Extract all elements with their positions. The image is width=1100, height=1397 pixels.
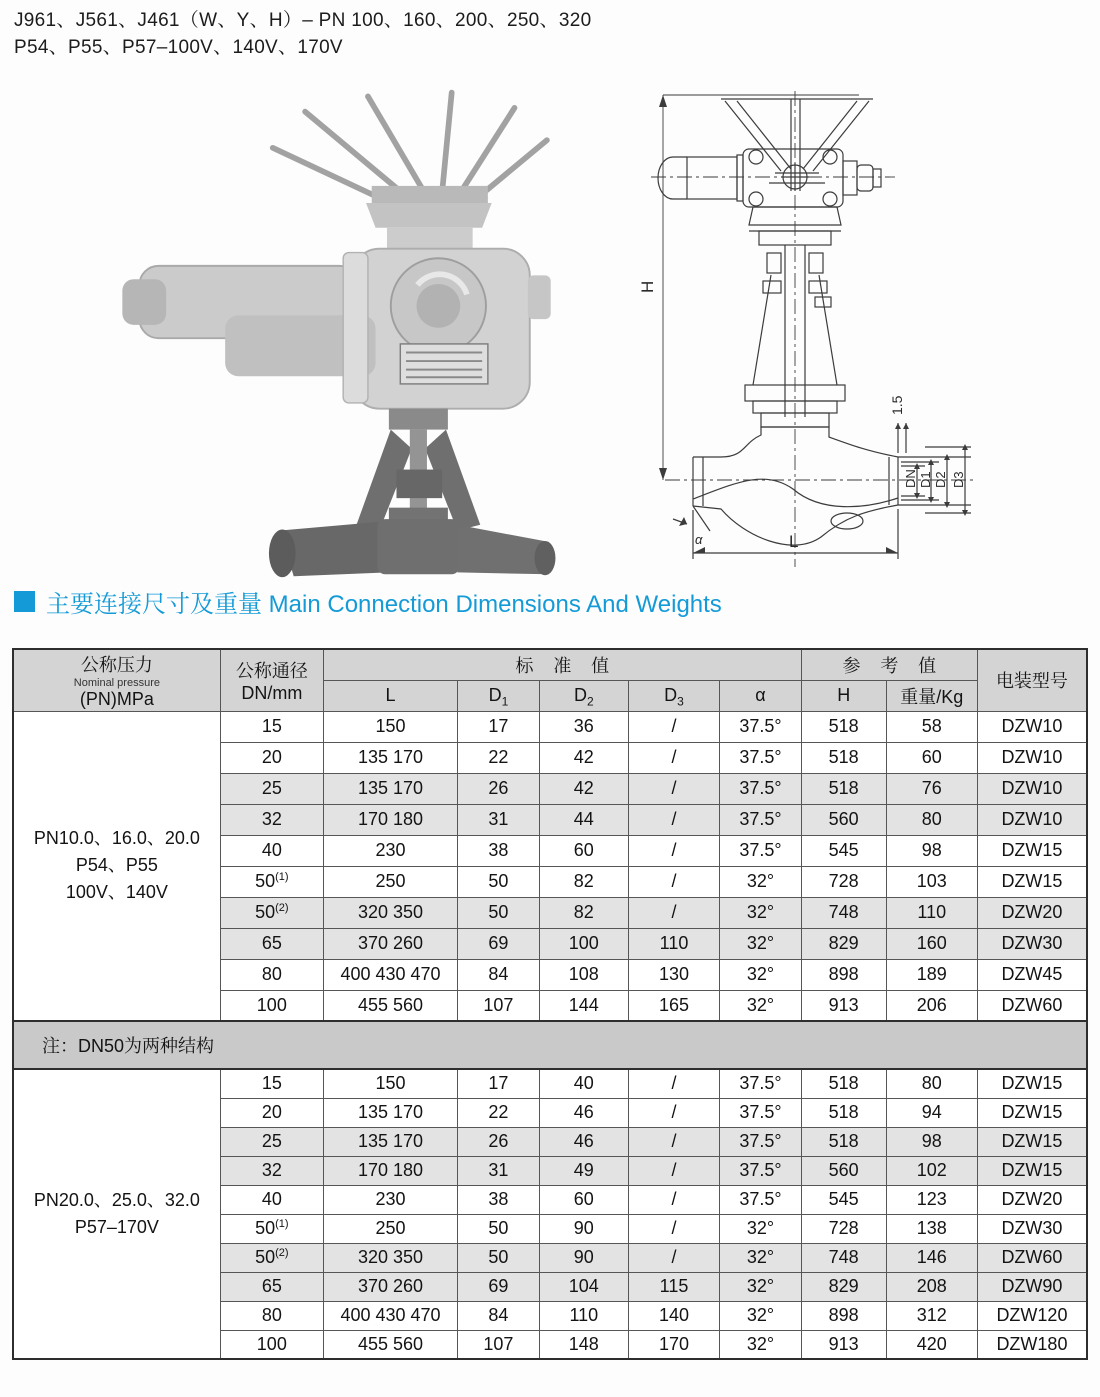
valve-photo	[92, 85, 562, 580]
cell-weight: 312	[886, 1301, 977, 1330]
cell-weight: 103	[886, 866, 977, 897]
cell-D1: 22	[458, 1098, 540, 1127]
header-alpha: α	[720, 680, 802, 711]
cell-alpha: 32°	[720, 1301, 802, 1330]
cell-alpha: 32°	[720, 928, 802, 959]
cell-weight: 189	[886, 959, 977, 990]
header-reference-values: 参考值	[801, 649, 977, 680]
cell-H: 518	[801, 1098, 886, 1127]
cell-L: 150	[323, 711, 457, 742]
cell-D1: 31	[458, 1156, 540, 1185]
table-note: 注：DN50为两种结构	[13, 1021, 1087, 1069]
cell-dn: 50$^{(1)}$	[220, 866, 323, 897]
cell-H: 728	[801, 1214, 886, 1243]
cell-D1: 26	[458, 773, 540, 804]
cell-model: DZW15	[977, 1069, 1087, 1098]
cell-model: DZW60	[977, 990, 1087, 1021]
cell-weight: 102	[886, 1156, 977, 1185]
cell-alpha: 32°	[720, 897, 802, 928]
header-weight: 重量/Kg	[886, 680, 977, 711]
cell-L: 250	[323, 866, 457, 897]
cell-L: 135 170	[323, 1127, 457, 1156]
cell-D2: 60	[539, 1185, 628, 1214]
cell-H: 560	[801, 804, 886, 835]
nameplate	[400, 344, 488, 384]
cell-D2: 148	[539, 1330, 628, 1359]
cell-weight: 80	[886, 804, 977, 835]
cell-dn: 50$^{(2)}$	[220, 1243, 323, 1272]
cell-model: DZW15	[977, 1156, 1087, 1185]
cell-D2: 144	[539, 990, 628, 1021]
cell-model: DZW45	[977, 959, 1087, 990]
cell-dn: 80	[220, 959, 323, 990]
cell-L: 135 170	[323, 773, 457, 804]
cell-dn: 32	[220, 804, 323, 835]
cell-model: DZW120	[977, 1301, 1087, 1330]
dim-label-alpha: α	[695, 532, 703, 547]
cell-model: DZW180	[977, 1330, 1087, 1359]
cell-alpha: 37.5°	[720, 1069, 802, 1098]
cell-weight: 76	[886, 773, 977, 804]
cell-D2: 49	[539, 1156, 628, 1185]
cell-D3: /	[628, 866, 719, 897]
cell-weight: 110	[886, 897, 977, 928]
cell-D3: /	[628, 1185, 719, 1214]
section-title-zh: 主要连接尺寸及重量	[46, 591, 262, 618]
cell-D1: 69	[458, 1272, 540, 1301]
cell-D1: 50	[458, 1214, 540, 1243]
header-D2: $D_2$	[539, 680, 628, 711]
cell-D2: 90	[539, 1214, 628, 1243]
cell-D2: 42	[539, 742, 628, 773]
cell-dn: 65	[220, 928, 323, 959]
cell-L: 135 170	[323, 1098, 457, 1127]
cell-model: DZW10	[977, 711, 1087, 742]
cell-H: 913	[801, 990, 886, 1021]
cell-dn: 50$^{(1)}$	[220, 1214, 323, 1243]
cell-dn: 65	[220, 1272, 323, 1301]
section-title-en: Main Connection Dimensions And Weights	[268, 591, 722, 618]
cell-model: DZW30	[977, 1214, 1087, 1243]
cell-alpha: 37.5°	[720, 773, 802, 804]
cell-H: 518	[801, 742, 886, 773]
cell-weight: 80	[886, 1069, 977, 1098]
cell-model: DZW15	[977, 866, 1087, 897]
cell-model: DZW15	[977, 1127, 1087, 1156]
cell-D1: 17	[458, 711, 540, 742]
cell-D3: /	[628, 835, 719, 866]
cell-dn: 40	[220, 1185, 323, 1214]
cell-D3: /	[628, 1098, 719, 1127]
cell-H: 898	[801, 1301, 886, 1330]
cell-alpha: 32°	[720, 1243, 802, 1272]
group2-body	[13, 1069, 1087, 1359]
cell-alpha: 37.5°	[720, 1098, 802, 1127]
cell-D1: 50	[458, 1243, 540, 1272]
cell-L: 370 260	[323, 928, 457, 959]
cell-D2: 82	[539, 897, 628, 928]
cell-H: 518	[801, 773, 886, 804]
cell-alpha: 37.5°	[720, 711, 802, 742]
dim-label-H: H	[638, 280, 657, 293]
model-line-1: J961、J561、J461（W、Y、H）– PN 100、160、200、250、320	[14, 10, 592, 31]
cell-alpha: 37.5°	[720, 804, 802, 835]
cell-L: 250	[323, 1214, 457, 1243]
cell-H: 518	[801, 1127, 886, 1156]
cell-D1: 22	[458, 742, 540, 773]
cell-L: 370 260	[323, 1272, 457, 1301]
cell-H: 518	[801, 711, 886, 742]
cell-D1: 84	[458, 959, 540, 990]
cell-L: 455 560	[323, 1330, 457, 1359]
cell-D2: 46	[539, 1127, 628, 1156]
cell-dn: 40	[220, 835, 323, 866]
cell-dn: 25	[220, 773, 323, 804]
model-designation	[14, 8, 591, 62]
cell-D3: 170	[628, 1330, 719, 1359]
cell-D3: 140	[628, 1301, 719, 1330]
cell-L: 320 350	[323, 1243, 457, 1272]
cell-model: DZW20	[977, 1185, 1087, 1214]
header-L: L	[323, 680, 457, 711]
cell-D3: /	[628, 773, 719, 804]
cell-D3: /	[628, 1127, 719, 1156]
cell-alpha: 32°	[720, 959, 802, 990]
cell-L: 400 430 470	[323, 1301, 457, 1330]
cell-H: 829	[801, 1272, 886, 1301]
cell-alpha: 32°	[720, 990, 802, 1021]
dim-label-D2: D2	[933, 471, 948, 488]
cell-weight: 138	[886, 1214, 977, 1243]
cell-D3: /	[628, 804, 719, 835]
cell-D2: 104	[539, 1272, 628, 1301]
cell-D3: /	[628, 742, 719, 773]
cell-D3: /	[628, 711, 719, 742]
cell-weight: 98	[886, 1127, 977, 1156]
dim-label-D3: D3	[951, 471, 966, 488]
valve-drawing-svg	[625, 85, 1080, 580]
cell-L: 170 180	[323, 1156, 457, 1185]
dim-label-D1: D1	[918, 471, 933, 488]
cell-L: 135 170	[323, 742, 457, 773]
section-title-text	[46, 584, 722, 619]
valve-drawing	[625, 85, 1080, 580]
cell-D2: 108	[539, 959, 628, 990]
header-D1: $D_1$	[458, 680, 540, 711]
cell-D2: 60	[539, 835, 628, 866]
cell-dn: 32	[220, 1156, 323, 1185]
header-actuator-model: 电装型号	[977, 649, 1087, 711]
cell-D1: 38	[458, 835, 540, 866]
cell-H: 898	[801, 959, 886, 990]
cell-H: 545	[801, 1185, 886, 1214]
cell-model: DZW10	[977, 773, 1087, 804]
cell-H: 560	[801, 1156, 886, 1185]
cell-alpha: 37.5°	[720, 835, 802, 866]
cell-model: DZW90	[977, 1272, 1087, 1301]
cell-weight: 94	[886, 1098, 977, 1127]
cell-D1: 69	[458, 928, 540, 959]
cell-H: 913	[801, 1330, 886, 1359]
cell-L: 455 560	[323, 990, 457, 1021]
cell-alpha: 32°	[720, 1272, 802, 1301]
cell-dn: 20	[220, 742, 323, 773]
dimensions-table-wrap	[12, 648, 1088, 1360]
cell-L: 170 180	[323, 804, 457, 835]
group1-body	[13, 711, 1087, 1021]
cell-L: 400 430 470	[323, 959, 457, 990]
cell-D1: 84	[458, 1301, 540, 1330]
cell-dn: 100	[220, 990, 323, 1021]
cell-alpha: 37.5°	[720, 742, 802, 773]
cell-dn: 15	[220, 1069, 323, 1098]
table-header	[13, 649, 1087, 711]
cell-model: DZW10	[977, 804, 1087, 835]
cell-alpha: 37.5°	[720, 1185, 802, 1214]
cell-H: 518	[801, 1069, 886, 1098]
cell-D2: 90	[539, 1243, 628, 1272]
cell-D2: 40	[539, 1069, 628, 1098]
cell-H: 545	[801, 835, 886, 866]
section-title	[14, 584, 722, 619]
cell-weight: 420	[886, 1330, 977, 1359]
cell-model: DZW15	[977, 1098, 1087, 1127]
cell-weight: 60	[886, 742, 977, 773]
cell-D3: /	[628, 1214, 719, 1243]
cell-D1: 26	[458, 1127, 540, 1156]
cell-model: DZW20	[977, 897, 1087, 928]
cell-D3: /	[628, 897, 719, 928]
cell-weight: 58	[886, 711, 977, 742]
cell-D3: 110	[628, 928, 719, 959]
cell-D3: /	[628, 1243, 719, 1272]
cell-model: DZW60	[977, 1243, 1087, 1272]
cell-alpha: 32°	[720, 1214, 802, 1243]
cell-D1: 17	[458, 1069, 540, 1098]
cell-model: DZW15	[977, 835, 1087, 866]
cell-D3: /	[628, 1156, 719, 1185]
cell-D1: 50	[458, 866, 540, 897]
cell-D2: 36	[539, 711, 628, 742]
note-body	[13, 1021, 1087, 1069]
cell-model: DZW30	[977, 928, 1087, 959]
cell-D1: 31	[458, 804, 540, 835]
blue-square-bullet-icon	[14, 591, 35, 612]
cell-L: 320 350	[323, 897, 457, 928]
dim-label-land: 1.5	[889, 395, 905, 415]
cell-dn: 80	[220, 1301, 323, 1330]
cell-weight: 98	[886, 835, 977, 866]
cell-dn: 25	[220, 1127, 323, 1156]
pressure-group-label: PN20.0、25.0、32.0 P57–170V	[13, 1069, 220, 1359]
header-D3: $D_3$	[628, 680, 719, 711]
cell-D3: 165	[628, 990, 719, 1021]
cell-D3: 130	[628, 959, 719, 990]
cell-dn: 15	[220, 711, 323, 742]
cell-L: 230	[323, 1185, 457, 1214]
dim-label-DN: DN	[903, 469, 918, 488]
cell-alpha: 37.5°	[720, 1156, 802, 1185]
cell-D1: 107	[458, 1330, 540, 1359]
dimensions-table	[12, 648, 1088, 1360]
model-line-2: P54、P55、P57–100V、140V、170V	[14, 36, 343, 58]
cell-D2: 46	[539, 1098, 628, 1127]
cell-dn: 100	[220, 1330, 323, 1359]
cell-weight: 206	[886, 990, 977, 1021]
cell-D3: /	[628, 1069, 719, 1098]
table-row	[13, 1069, 1087, 1098]
cell-weight: 123	[886, 1185, 977, 1214]
header-nominal-pressure: 公称压力 Nominal pressure (PN)MPa	[13, 649, 220, 711]
header-H: H	[801, 680, 886, 711]
cell-dn: 50$^{(2)}$	[220, 897, 323, 928]
cell-model: DZW10	[977, 742, 1087, 773]
cell-D1: 38	[458, 1185, 540, 1214]
cell-weight: 160	[886, 928, 977, 959]
cell-H: 748	[801, 1243, 886, 1272]
dim-label-L: L	[789, 532, 799, 551]
header-nominal-diameter: 公称通径 DN/mm	[220, 649, 323, 711]
cell-D2: 100	[539, 928, 628, 959]
cell-D1: 50	[458, 897, 540, 928]
cell-D2: 110	[539, 1301, 628, 1330]
cell-D2: 82	[539, 866, 628, 897]
cell-L: 150	[323, 1069, 457, 1098]
cell-D2: 42	[539, 773, 628, 804]
cell-H: 748	[801, 897, 886, 928]
pressure-group-label: PN10.0、16.0、20.0 P54、P55 100V、140V	[13, 711, 220, 1021]
cell-H: 829	[801, 928, 886, 959]
cell-alpha: 32°	[720, 1330, 802, 1359]
table-row	[13, 711, 1087, 742]
cell-weight: 208	[886, 1272, 977, 1301]
cell-alpha: 32°	[720, 866, 802, 897]
cell-D1: 107	[458, 990, 540, 1021]
cell-D2: 44	[539, 804, 628, 835]
cell-alpha: 37.5°	[720, 1127, 802, 1156]
valve-photo-svg	[92, 85, 562, 580]
cell-H: 728	[801, 866, 886, 897]
cell-dn: 20	[220, 1098, 323, 1127]
cell-L: 230	[323, 835, 457, 866]
cell-weight: 146	[886, 1243, 977, 1272]
cell-D3: 115	[628, 1272, 719, 1301]
header-standard-values: 标准值	[323, 649, 801, 680]
